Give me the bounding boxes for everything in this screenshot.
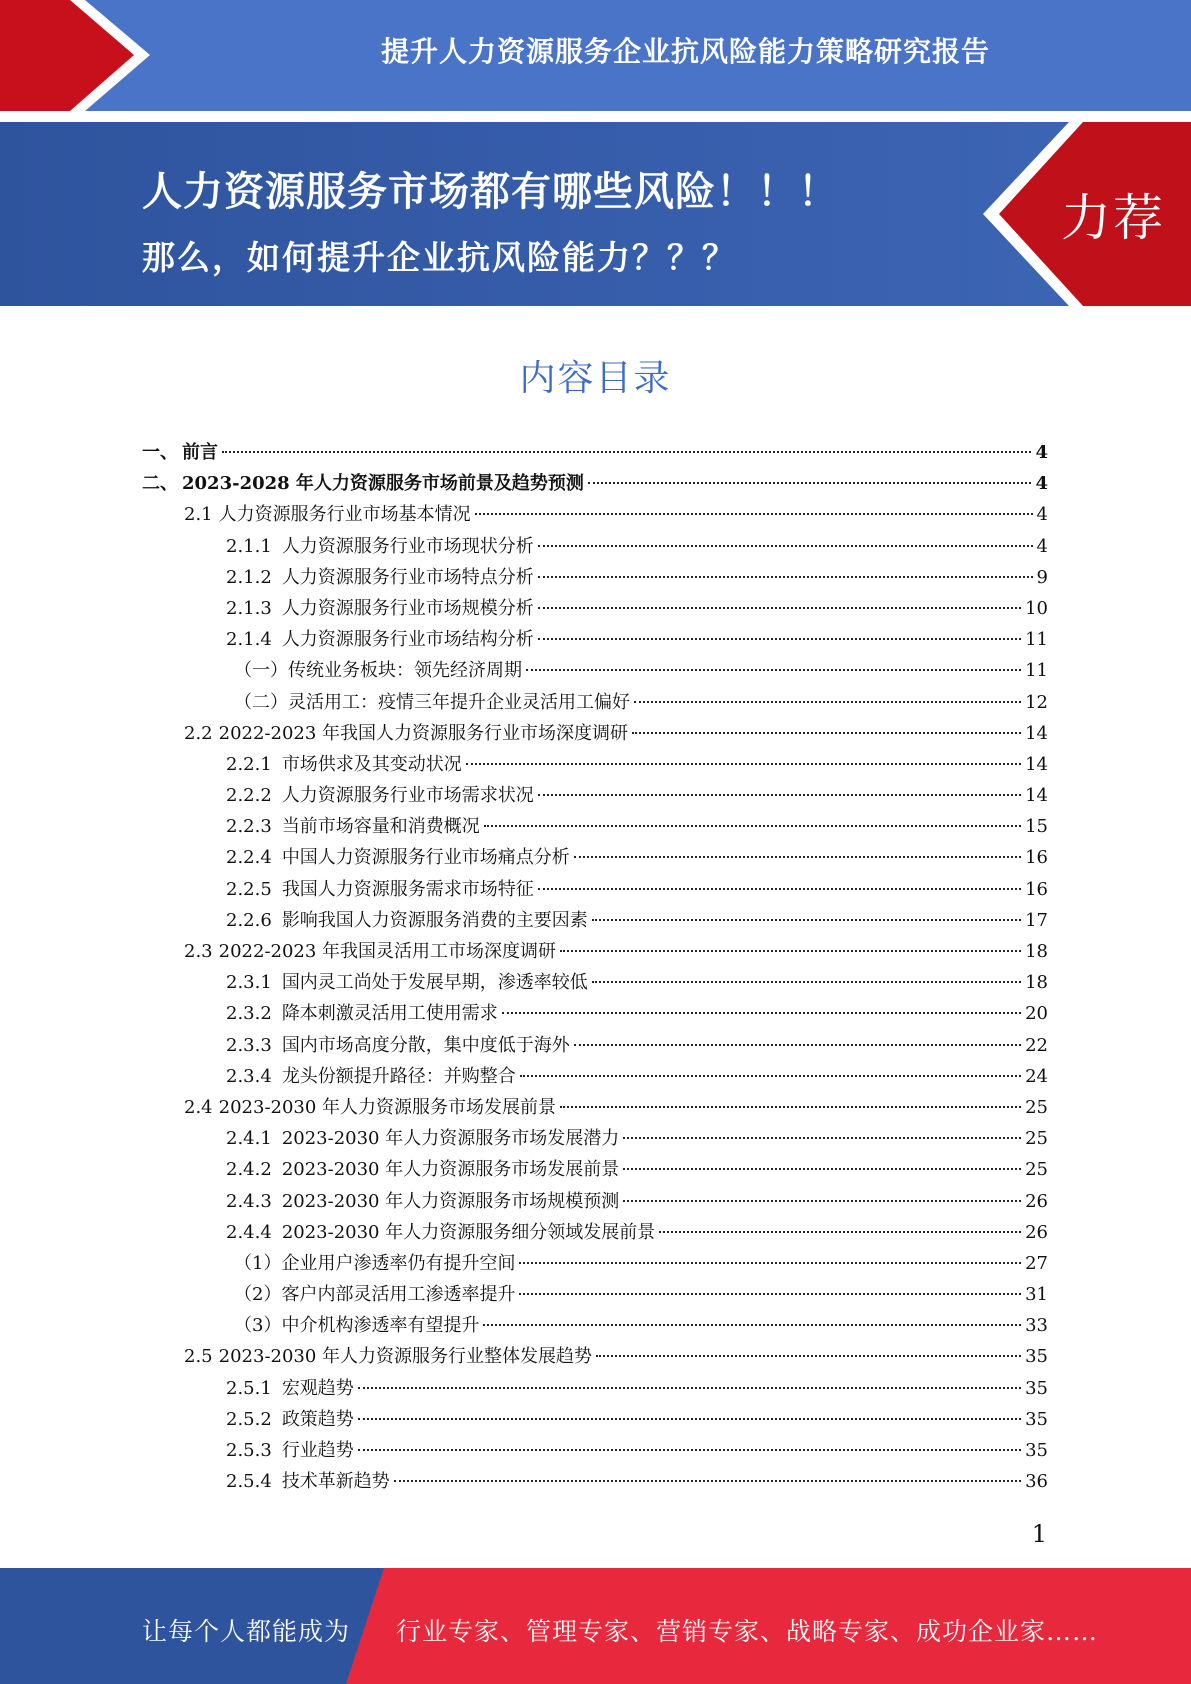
toc-entry-page: 35	[1025, 1440, 1048, 1461]
toc-entry-text: 2023-2030 年人力资源服务市场发展前景	[281, 1159, 620, 1181]
toc-dot-leader	[588, 482, 1032, 484]
toc-entry-row	[226, 1404, 1048, 1435]
toc-entry-text: 政策趋势	[281, 1408, 354, 1430]
toc-entry-text: 前言	[182, 442, 218, 463]
toc-entry-page: 27	[1025, 1252, 1048, 1274]
toc-dot-leader	[623, 1200, 1021, 1202]
toc-dot-leader	[466, 763, 1021, 765]
toc-entry-number: 2.1.3	[226, 597, 272, 619]
toc-entry[interactable]	[142, 998, 1048, 1029]
toc-entry-row	[226, 1217, 1048, 1248]
toc-entry-number: 2.1.1	[226, 535, 272, 557]
toc-dot-leader	[574, 856, 1021, 858]
toc-entry[interactable]	[142, 1217, 1048, 1248]
toc-entry-number: 2.4.2	[226, 1159, 272, 1181]
toc-entry-row	[226, 1466, 1048, 1497]
toc-entry-page: 36	[1025, 1471, 1048, 1493]
toc-entry-text: 人力资源服务行业市场基本情况	[218, 504, 471, 526]
toc-entry-row	[226, 905, 1048, 936]
toc-entry-text: （1）企业用户渗透率仍有提升空间	[234, 1252, 516, 1274]
toc-entry-number: 2.5.1	[226, 1377, 272, 1399]
toc-entry[interactable]	[142, 624, 1048, 655]
toc-entry-page: 4	[1035, 442, 1048, 463]
toc-entry[interactable]	[142, 718, 1048, 749]
toc-entry-text: 人力资源服务行业市场特点分析	[281, 566, 534, 588]
toc-entry-page: 26	[1025, 1190, 1048, 1212]
toc-entry-number: 2.2.2	[226, 785, 272, 807]
toc-entry-number: 一、	[142, 442, 178, 463]
toc-entry-text: 人力资源服务行业市场结构分析	[281, 629, 534, 651]
toc-entry[interactable]	[142, 593, 1048, 624]
toc-entry[interactable]	[142, 1154, 1048, 1185]
toc-entry-number: 二、	[142, 473, 178, 495]
toc-dot-leader	[519, 1293, 1021, 1295]
toc-entry-page: 10	[1025, 597, 1048, 619]
toc-entry-row	[226, 624, 1048, 655]
toc-entry-text: 人力资源服务行业市场现状分析	[281, 535, 534, 557]
toc-entry-row	[226, 562, 1048, 593]
toc-entry-number: 2.5.4	[226, 1471, 272, 1493]
toc-dot-leader	[484, 825, 1021, 827]
toc-entry-text: 2023-2030 年人力资源服务市场规模预测	[281, 1190, 620, 1212]
toc-dot-leader	[634, 701, 1021, 703]
toc-entry-page: 18	[1025, 972, 1048, 994]
toc-entry-page: 14	[1025, 785, 1048, 807]
toc-entry-number: 2.4.3	[226, 1190, 272, 1212]
toc-entry-row	[184, 718, 1048, 749]
top-header-band	[0, 0, 1191, 111]
toc-entry-text: 人力资源服务行业市场规模分析	[281, 597, 534, 619]
toc-entry-page: 14	[1025, 753, 1048, 775]
toc-dot-leader	[538, 545, 1033, 547]
toc-entry-row	[226, 967, 1048, 998]
toc-entry-number: 2.3	[184, 941, 213, 962]
toc-entry-page: 35	[1025, 1377, 1048, 1399]
toc-entry-text: 2022-2023 年我国灵活用工市场深度调研	[218, 941, 557, 962]
toc-dot-leader	[519, 1262, 1021, 1264]
toc-entry[interactable]	[142, 1373, 1048, 1404]
toc-entry-row	[226, 1061, 1048, 1092]
toc-entry-page: 25	[1025, 1128, 1048, 1150]
toc-entry[interactable]	[142, 1248, 1048, 1279]
toc-entry-page: 35	[1025, 1408, 1048, 1430]
toc-entry-number: 2.5	[184, 1346, 213, 1368]
toc-entry-text: （3）中介机构渗透率有望提升	[234, 1315, 480, 1337]
toc-entry-text: 2023-2030 年人力资源服务市场发展前景	[218, 1096, 557, 1118]
toc-entry-page: 25	[1025, 1096, 1048, 1118]
toc-dot-leader	[592, 919, 1021, 921]
toc-entry-row	[226, 593, 1048, 624]
toc-dot-leader	[560, 1106, 1021, 1108]
toc-dot-leader	[394, 1480, 1021, 1482]
toc-entry-text: 中国人力资源服务行业市场痛点分析	[281, 847, 570, 869]
toc-dot-leader	[526, 669, 1021, 671]
toc-entry-page: 16	[1025, 847, 1048, 869]
toc-entry[interactable]	[142, 562, 1048, 593]
toc-entry-row	[184, 499, 1048, 530]
toc-entry-text: 2023-2030 年人力资源服务市场发展潜力	[281, 1128, 620, 1150]
toc-entry-page: 16	[1025, 878, 1048, 900]
toc-entry-row	[226, 998, 1048, 1029]
toc-entry-row	[234, 1310, 1048, 1341]
toc-dot-leader	[358, 1418, 1021, 1420]
toc-dot-leader	[659, 1231, 1021, 1233]
toc-dot-leader	[475, 513, 1033, 515]
toc-entry[interactable]	[142, 1092, 1048, 1123]
toc-entry-number: 2.4.1	[226, 1128, 272, 1150]
toc-dot-leader	[520, 1075, 1021, 1077]
toc-entry[interactable]	[142, 811, 1048, 842]
toc-entry[interactable]	[142, 1466, 1048, 1497]
toc-entry[interactable]	[142, 687, 1048, 718]
toc-dot-leader	[538, 607, 1021, 609]
toc-entry-page: 31	[1025, 1284, 1048, 1306]
toc-entry-page: 18	[1025, 941, 1048, 962]
toc-entry-page: 20	[1025, 1003, 1048, 1025]
top-red-arrow	[0, 0, 150, 111]
toc-dot-leader	[538, 794, 1021, 796]
toc-entry-number: 2.2.5	[226, 878, 272, 900]
toc-entry-row	[234, 1279, 1048, 1310]
toc-entry-number: 2.5.3	[226, 1440, 272, 1461]
toc-entry-text: （2）客户内部灵活用工渗透率提升	[234, 1284, 516, 1306]
toc-entry-page: 25	[1025, 1159, 1048, 1181]
toc-entry-text: 降本刺激灵活用工使用需求	[281, 1003, 498, 1025]
toc-entry-row	[226, 749, 1048, 780]
toc-entry-page: 15	[1025, 816, 1048, 838]
toc-dot-leader	[502, 1012, 1021, 1014]
toc-entry-number: 2.2.6	[226, 909, 272, 931]
toc-entry-number: 2.1	[184, 504, 213, 526]
toc-entry[interactable]	[142, 780, 1048, 811]
toc-entry[interactable]	[142, 1030, 1048, 1061]
toc-entry[interactable]	[142, 842, 1048, 873]
toc-entry-page: 4	[1035, 473, 1048, 495]
toc-entry-row	[184, 1341, 1048, 1372]
toc-entry[interactable]	[142, 936, 1048, 967]
toc-dot-leader	[560, 950, 1021, 952]
toc-entry-text: 技术革新趋势	[281, 1471, 390, 1493]
toc-entry-row	[234, 1248, 1048, 1279]
toc-dot-leader	[574, 1044, 1021, 1046]
toc-entry-text: 2023-2028 年人力资源服务市场前景及趋势预测	[182, 473, 584, 495]
toc-entry-number: 2.3.2	[226, 1003, 272, 1025]
toc-dot-leader	[538, 638, 1021, 640]
toc-entry-row	[226, 1186, 1048, 1217]
toc-entry-text: 市场供求及其变动状况	[281, 753, 462, 775]
toc-entry[interactable]	[142, 1123, 1048, 1154]
toc-entry-text: （二）灵活用工：疫情三年提升企业灵活用工偏好	[234, 691, 630, 713]
hero-banner	[0, 122, 1191, 306]
toc-entry-row	[234, 687, 1048, 718]
toc-dot-leader	[538, 888, 1021, 890]
toc-title: 内容目录	[519, 358, 672, 399]
toc-entry-page: 9	[1036, 566, 1048, 588]
toc-entry-page: 17	[1025, 909, 1048, 931]
toc-entry-number: 2.1.4	[226, 629, 272, 651]
toc-entry[interactable]	[142, 468, 1048, 499]
toc-entry-text: 我国人力资源服务需求市场特征	[281, 878, 534, 900]
toc-entry[interactable]	[142, 967, 1048, 998]
toc-entry-page: 14	[1025, 722, 1048, 744]
toc-entry[interactable]	[142, 749, 1048, 780]
toc-entry-text: 影响我国人力资源服务消费的主要因素	[281, 909, 588, 931]
toc-entry-text: 龙头份额提升路径：并购整合	[281, 1065, 516, 1087]
footer-slogan-left: 让每个人都能成为	[142, 1617, 351, 1646]
toc-entry-number: 2.5.2	[226, 1408, 272, 1430]
toc-entry-row	[226, 1154, 1048, 1185]
toc-entry-text: 行业趋势	[281, 1440, 354, 1461]
toc-entry-page: 22	[1025, 1034, 1048, 1056]
recommend-badge: 力荐	[1061, 189, 1165, 247]
toc-entry-row	[226, 874, 1048, 905]
toc-entry-row	[226, 1435, 1048, 1466]
toc-entry[interactable]	[142, 1186, 1048, 1217]
toc-entry-number: 2.1.2	[226, 566, 272, 588]
toc-entry-text: 国内灵工尚处于发展早期，渗透率较低	[281, 972, 588, 994]
toc-entry-number: 2.3.3	[226, 1034, 272, 1056]
toc-entry[interactable]	[142, 1341, 1048, 1372]
toc-entry[interactable]	[142, 531, 1048, 562]
toc-entry-page: 12	[1025, 691, 1048, 713]
toc-entry-row	[226, 1373, 1048, 1404]
toc-entry-page: 24	[1025, 1065, 1048, 1087]
toc-dot-leader	[538, 576, 1033, 578]
toc-entry-row	[226, 842, 1048, 873]
toc-entry-number: 2.2	[184, 722, 213, 744]
toc-entry[interactable]	[142, 1061, 1048, 1092]
toc-dot-leader	[358, 1387, 1021, 1389]
toc-entry[interactable]	[142, 1435, 1048, 1466]
toc-dot-leader	[358, 1449, 1021, 1451]
toc-entry-page: 4	[1036, 535, 1048, 557]
toc-entry-row	[234, 655, 1048, 686]
toc-dot-leader	[483, 1324, 1021, 1326]
toc-dot-leader	[623, 1168, 1021, 1170]
toc-dot-leader	[623, 1137, 1021, 1139]
toc-entry-row	[142, 437, 1048, 468]
toc-entry-text: 国内市场高度分散，集中度低于海外	[281, 1034, 570, 1056]
toc-entry[interactable]	[142, 1404, 1048, 1435]
toc-entry[interactable]	[142, 1310, 1048, 1341]
toc-entry-row	[184, 1092, 1048, 1123]
hero-headline: 人力资源服务市场都有哪些风险！！！	[142, 169, 839, 215]
toc-entry[interactable]	[142, 499, 1048, 530]
report-title: 提升人力资源服务企业抗风险能力策略研究报告	[380, 35, 990, 68]
toc-entry-page: 35	[1025, 1346, 1048, 1368]
toc-entry-number: 2.4.4	[226, 1221, 272, 1243]
toc-dot-leader	[632, 732, 1021, 734]
toc-entry-text: 2022-2023 年我国人力资源服务行业市场深度调研	[218, 722, 629, 744]
toc-entry-page: 11	[1025, 629, 1048, 651]
toc-entry-row	[226, 531, 1048, 562]
toc-entry-text: 2023-2030 年人力资源服务行业整体发展趋势	[218, 1346, 593, 1368]
toc-entry[interactable]	[142, 655, 1048, 686]
footer-slogan-right: 行业专家、管理专家、营销专家、战略专家、成功企业家……	[396, 1617, 1099, 1646]
toc-entry[interactable]	[142, 1279, 1048, 1310]
toc-entry-number: 2.4	[184, 1096, 213, 1118]
hero-subheadline: 那么，如何提升企业抗风险能力？？？	[142, 238, 737, 277]
page-number: 1	[1031, 1520, 1047, 1548]
toc-entry-row	[226, 1030, 1048, 1061]
toc-entry-page: 4	[1036, 504, 1048, 526]
toc-entry-text: 宏观趋势	[281, 1377, 354, 1399]
footer-banner	[0, 1568, 1191, 1684]
toc-entry-row	[226, 1123, 1048, 1154]
toc-entry-page: 26	[1025, 1221, 1048, 1243]
toc-entry-page: 11	[1025, 660, 1048, 682]
toc-entry-text: （一）传统业务板块：领先经济周期	[234, 660, 522, 682]
toc-dot-leader	[222, 451, 1031, 453]
toc-entry[interactable]	[142, 905, 1048, 936]
toc-entry-row	[142, 468, 1048, 499]
toc-entry-number: 2.3.1	[226, 972, 272, 994]
toc-dot-leader	[596, 1355, 1021, 1357]
toc-entry-text: 2023-2030 年人力资源服务细分领域发展前景	[281, 1221, 656, 1243]
toc-entry-row	[226, 780, 1048, 811]
toc-entry-text: 当前市场容量和消费概况	[281, 816, 480, 838]
toc-entry[interactable]	[142, 437, 1048, 468]
toc-entry-number: 2.2.4	[226, 847, 272, 869]
toc-entry-row	[184, 936, 1048, 967]
toc-dot-leader	[592, 981, 1021, 983]
toc-entry-row	[226, 811, 1048, 842]
toc-entry[interactable]	[142, 874, 1048, 905]
table-of-contents	[142, 437, 1048, 1497]
toc-entry-number: 2.3.4	[226, 1065, 272, 1087]
toc-entry-text: 人力资源服务行业市场需求状况	[281, 785, 534, 807]
toc-entry-number: 2.2.1	[226, 753, 272, 775]
toc-entry-number: 2.2.3	[226, 816, 272, 838]
toc-entry-page: 33	[1025, 1315, 1048, 1337]
